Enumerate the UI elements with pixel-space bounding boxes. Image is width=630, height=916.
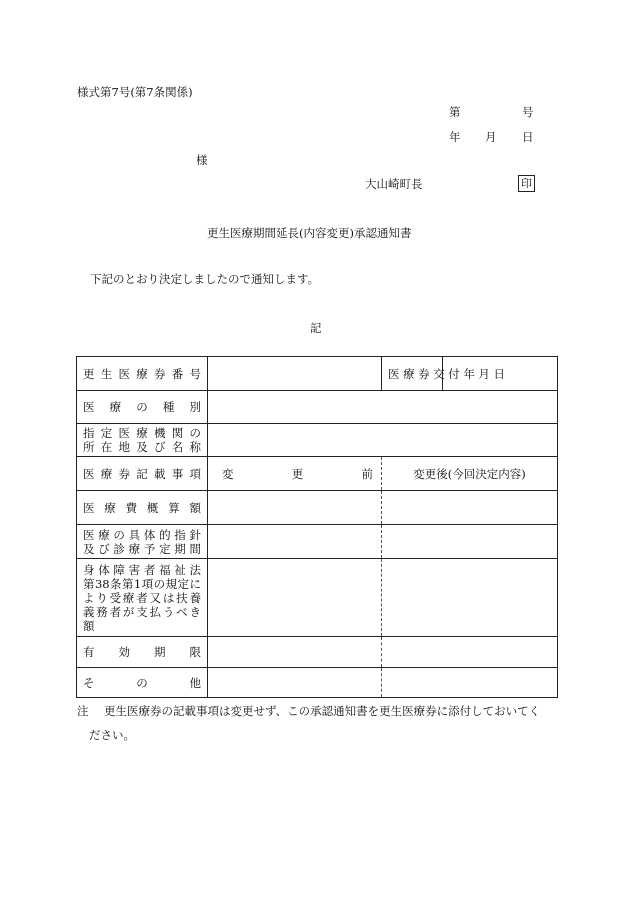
label-designated-institution: 指定医療機関の 所在地及び名称	[77, 424, 208, 457]
date-month: 月	[485, 130, 497, 144]
table-row	[77, 525, 558, 559]
table-row	[77, 357, 558, 391]
date-year: 年	[449, 130, 461, 144]
header-after-change: 変更後(今回決定内容)	[382, 457, 558, 491]
table-row	[77, 668, 558, 698]
value-valid-period-before	[208, 637, 382, 668]
value-estimated-cost-after	[382, 491, 558, 525]
table-row	[77, 424, 558, 457]
label-ticket-items: 医療券記載事項	[77, 457, 208, 491]
value-treatment-plan-after	[382, 525, 558, 559]
value-treatment-plan-before	[208, 525, 382, 559]
form-number: 様式第7号(第7条関係)	[77, 85, 193, 99]
issuer-name: 大山崎町長	[365, 177, 423, 191]
note-line-1: 更生医療券の記載事項は変更せず、この承認通知書を更生医療券に添付しておいてく	[104, 704, 541, 718]
value-payment-amount-after	[382, 559, 558, 637]
label-issue-date: 医療券交付年月日	[382, 357, 443, 391]
label-payment-amount: 身体障害者福祉法 第38条第1項の規定に より受療者又は扶養 義務者が支払うべき 額	[77, 559, 208, 637]
document-title: 更生医療期間延長(内容変更)承認通知書	[207, 226, 412, 240]
label-medical-type: 医療の種別	[77, 391, 208, 424]
table-row	[77, 391, 558, 424]
label-valid-period: 有効期限	[77, 637, 208, 668]
note-prefix: 注	[77, 704, 89, 718]
value-valid-period-after	[382, 637, 558, 668]
ki-marker: 記	[310, 321, 322, 335]
body-text: 下記のとおり決定しましたので通知します。	[90, 272, 320, 286]
label-ticket-number: 更生医療券番号	[77, 357, 208, 391]
seal-mark: 印	[518, 175, 535, 192]
table-row	[77, 457, 558, 491]
value-other-after	[382, 668, 558, 698]
label-treatment-plan: 医療の具体的指針 及び診療予定期間	[77, 525, 208, 559]
doc-number-go: 号	[522, 105, 534, 119]
doc-number-dai: 第	[449, 105, 461, 119]
note-line-2: ださい。	[89, 728, 135, 742]
value-payment-amount-before	[208, 559, 382, 637]
details-table	[76, 356, 558, 698]
label-estimated-cost: 医療費概算額	[77, 491, 208, 525]
label-other: その他	[77, 668, 208, 698]
table-row	[77, 637, 558, 668]
value-estimated-cost-before	[208, 491, 382, 525]
table-row	[77, 491, 558, 525]
value-designated-institution	[208, 424, 558, 457]
value-medical-type	[208, 391, 558, 424]
addressee-suffix: 様	[196, 153, 208, 167]
table-row	[77, 559, 558, 637]
value-other-before	[208, 668, 382, 698]
header-before-change: 変更前	[208, 457, 382, 491]
date-day: 日	[522, 130, 534, 144]
value-ticket-number	[208, 357, 382, 391]
